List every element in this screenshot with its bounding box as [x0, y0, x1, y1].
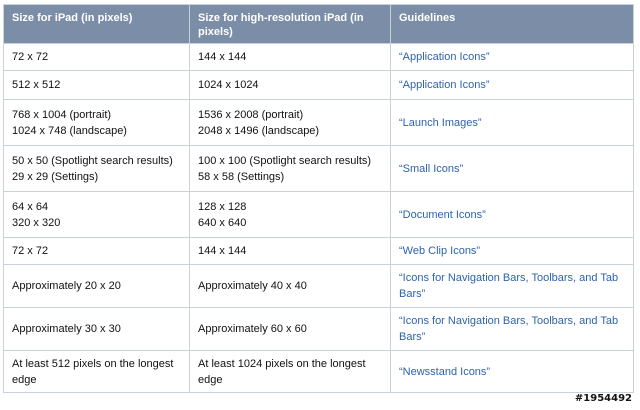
header-hires-size: Size for high-resolution iPad (in pixels): [190, 5, 391, 44]
table-row: [4, 351, 634, 393]
cell-line: 1024 x 1024: [198, 79, 259, 91]
cell-line: 320 x 320: [12, 216, 61, 229]
guideline-link[interactable]: “Icons for Navigation Bars, Toolbars, and Tab Bars”: [391, 265, 634, 308]
cell-ipad-size: [4, 351, 190, 393]
guideline-link[interactable]: “Icons for Navigation Bars, Toolbars, and Tab Bars”: [391, 308, 634, 351]
header-guidelines: Guidelines: [391, 5, 634, 44]
icon-size-table: [3, 4, 634, 393]
cell-hires-size: [190, 146, 391, 192]
cell-hires-size: [190, 265, 391, 308]
guideline-link[interactable]: “Document Icons”: [391, 192, 634, 238]
guideline-link[interactable]: “Newsstand Icons”: [391, 351, 634, 393]
cell-ipad-size: [4, 44, 190, 71]
cell-line: 72 x 72: [12, 51, 49, 63]
table-row: [4, 71, 634, 100]
guideline-link[interactable]: “Application Icons”: [391, 71, 634, 100]
table-header-row: [4, 5, 634, 44]
cell-line: Approximately 20 x 20: [12, 280, 121, 292]
watermark-id: #1954492: [574, 393, 632, 404]
cell-hires-size: [190, 44, 391, 71]
cell-line: 100 x 100 (Spotlight search results): [198, 154, 372, 167]
table-row: [4, 238, 634, 265]
cell-line: 29 x 29 (Settings): [12, 170, 99, 183]
guideline-link[interactable]: “Web Clip Icons”: [391, 238, 634, 265]
cell-ipad-size: [4, 192, 190, 238]
cell-line: At least 1024 pixels on the longest edge: [198, 357, 366, 386]
cell-line: 144 x 144: [198, 245, 247, 257]
cell-ipad-size: [4, 308, 190, 351]
cell-line: 768 x 1004 (portrait): [12, 108, 112, 121]
cell-line: 1536 x 2008 (portrait): [198, 108, 304, 121]
cell-line: 640 x 640: [198, 216, 247, 229]
cell-line: 512 x 512: [12, 79, 61, 91]
cell-ipad-size: [4, 100, 190, 146]
table-row: [4, 44, 634, 71]
cell-line: 144 x 144: [198, 51, 247, 63]
cell-ipad-size: [4, 146, 190, 192]
cell-line: Approximately 60 x 60: [198, 323, 307, 335]
cell-hires-size: [190, 308, 391, 351]
cell-line: 58 x 58 (Settings): [198, 170, 285, 183]
cell-hires-size: [190, 192, 391, 238]
cell-hires-size: [190, 351, 391, 393]
table-row: [4, 308, 634, 351]
cell-ipad-size: [4, 71, 190, 100]
guideline-link[interactable]: “Launch Images”: [391, 100, 634, 146]
cell-line: 50 x 50 (Spotlight search results): [12, 154, 173, 167]
cell-line: Approximately 40 x 40: [198, 280, 307, 292]
cell-line: 1024 x 748 (landscape): [12, 124, 127, 137]
cell-ipad-size: [4, 238, 190, 265]
cell-hires-size: [190, 100, 391, 146]
cell-line: Approximately 30 x 30: [12, 323, 121, 335]
table-row: [4, 265, 634, 308]
cell-line: 72 x 72: [12, 245, 49, 257]
table-row: [4, 100, 634, 146]
table-row: [4, 192, 634, 238]
guideline-link[interactable]: “Small Icons”: [391, 146, 634, 192]
cell-line: 2048 x 1496 (landscape): [198, 124, 320, 137]
table-row: [4, 146, 634, 192]
header-ipad-size: Size for iPad (in pixels): [4, 5, 190, 44]
cell-line: 64 x 64: [12, 200, 49, 213]
cell-line: 128 x 128: [198, 200, 247, 213]
cell-line: At least 512 pixels on the longest edge: [12, 357, 174, 386]
cell-hires-size: [190, 71, 391, 100]
guideline-link[interactable]: “Application Icons”: [391, 44, 634, 71]
cell-hires-size: [190, 238, 391, 265]
cell-ipad-size: [4, 265, 190, 308]
